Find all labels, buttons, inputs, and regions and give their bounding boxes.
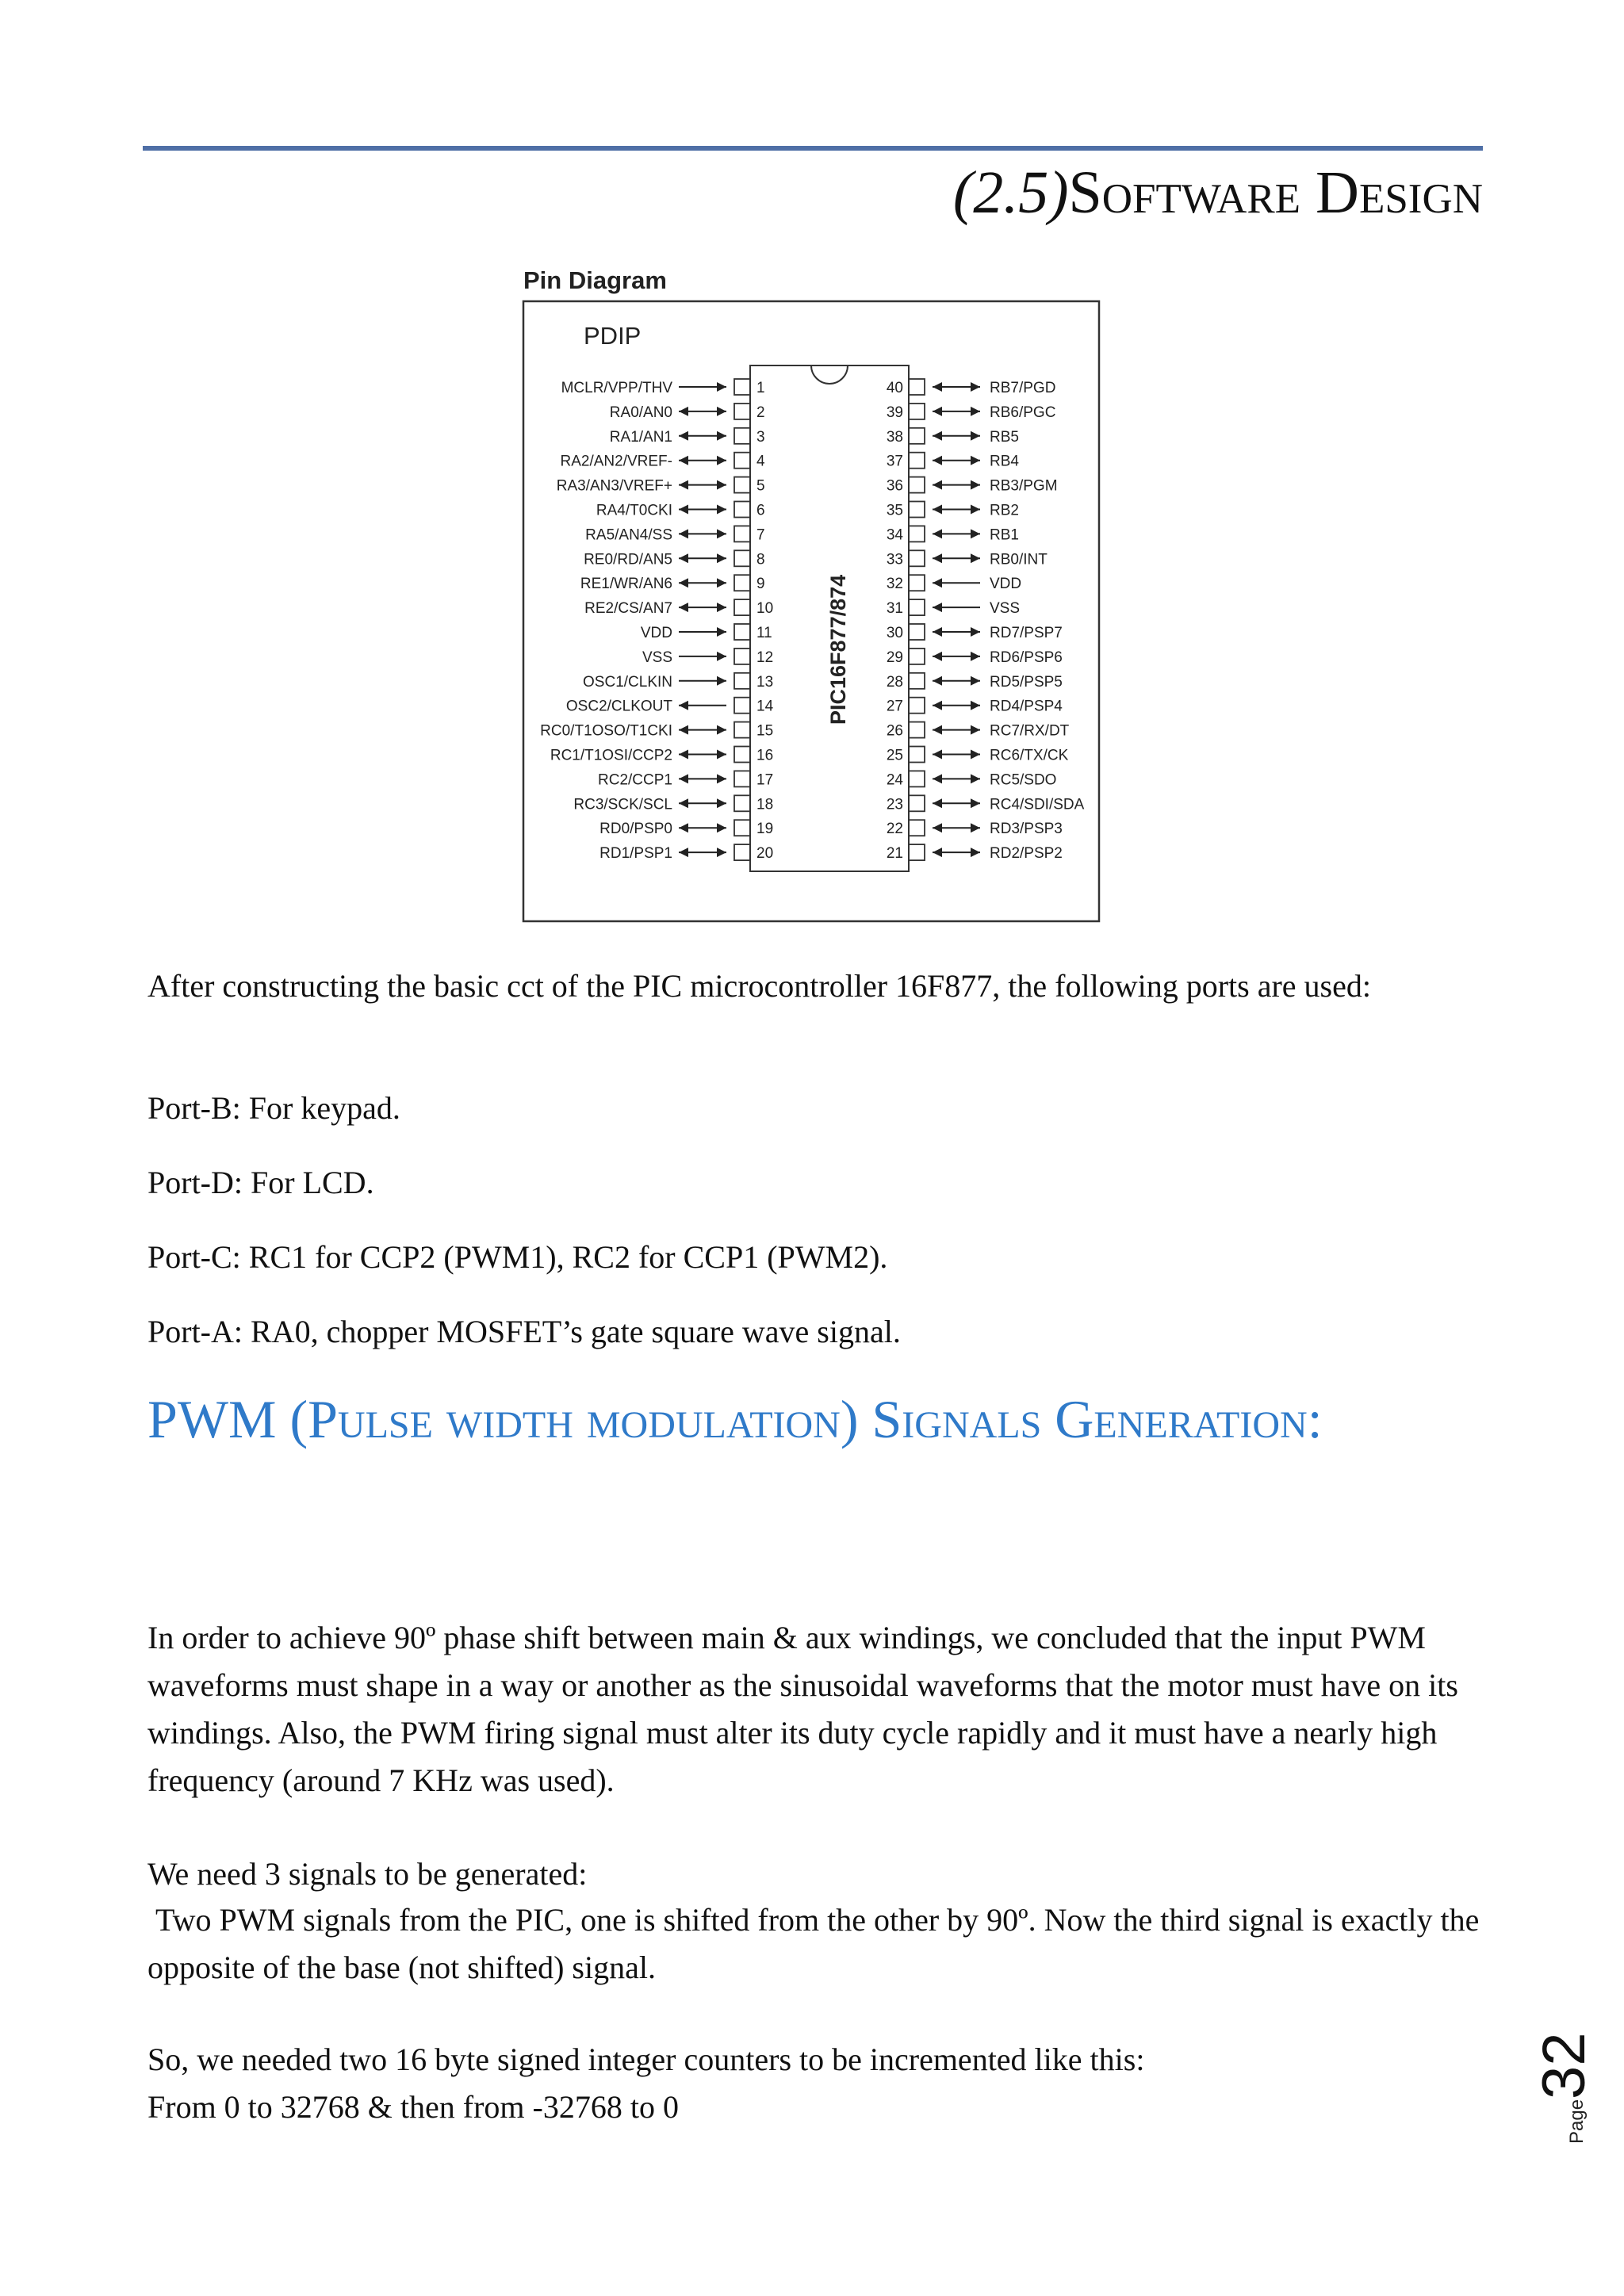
pin-arrowhead (679, 456, 688, 465)
pin-box (909, 771, 925, 786)
pin-arrowhead (679, 848, 688, 857)
pin-number: 32 (886, 576, 903, 593)
left-pin-row (642, 649, 773, 666)
pin-arrowhead (717, 578, 726, 587)
right-pin-row (887, 747, 1069, 764)
pin-number: 35 (886, 502, 903, 519)
port-d-line: Port-D: For LCD. (147, 1165, 374, 1200)
pin-number: 2 (756, 404, 765, 421)
pin-name: RC3/SCK/SCL (573, 796, 672, 813)
pin-name: RB4 (990, 453, 1019, 470)
pin-arrowhead (679, 774, 688, 783)
pin-arrowhead (717, 505, 726, 515)
pin-box (734, 820, 750, 836)
pin-box (909, 379, 925, 395)
pin-number: 36 (886, 477, 903, 495)
pin-arrowhead (933, 431, 942, 441)
pin-box (734, 453, 750, 469)
pin-name: RB6/PGC (990, 404, 1056, 421)
pin-number: 27 (886, 698, 903, 715)
pin-arrowhead (971, 848, 980, 857)
pin-name: RB1 (990, 526, 1019, 544)
pin-box (909, 599, 925, 615)
left-pin-row (557, 477, 765, 495)
pin-name: RC2/CCP1 (598, 771, 672, 789)
pin-arrowhead (717, 774, 726, 783)
pin-arrowhead (679, 529, 688, 538)
pin-arrowhead (933, 725, 942, 735)
right-pin-row (887, 820, 1063, 837)
pin-arrowhead (933, 456, 942, 465)
pin-arrowhead (679, 553, 688, 563)
pin-name: RB3/PGM (990, 477, 1058, 495)
pin-name: RE0/RD/AN5 (584, 551, 672, 568)
pin-arrowhead (679, 701, 688, 710)
signals-intro-line: We need 3 signals to be generated: (147, 1856, 588, 1892)
pin-arrowhead (717, 529, 726, 538)
pin-number: 6 (756, 502, 765, 519)
pin-arrowhead (717, 603, 726, 612)
pin-number: 31 (886, 600, 903, 618)
pin-name: RD6/PSP6 (990, 649, 1063, 666)
pin-number: 19 (756, 821, 774, 838)
pin-box (909, 575, 925, 591)
pin-arrowhead (717, 480, 726, 490)
pin-box (734, 747, 750, 763)
pin-arrowhead (717, 431, 726, 441)
pin-name: RA1/AN1 (609, 428, 672, 446)
pin-arrowhead (717, 627, 726, 637)
right-pin-row (887, 428, 1019, 446)
right-pin-row (887, 404, 1056, 421)
pin-box (734, 550, 750, 566)
counters-range-line: From 0 to 32768 & then from -32768 to 0 (147, 2089, 679, 2125)
section-heading: PWM (Pulse width modulation) Signals Generation: (147, 1389, 1323, 1449)
pin-arrowhead (933, 480, 942, 490)
pin-name: RD4/PSP4 (990, 698, 1063, 715)
pin-box (909, 502, 925, 518)
pin-arrowhead (971, 382, 980, 392)
right-pin-row (887, 453, 1020, 470)
pin-name: RD0/PSP0 (599, 821, 672, 838)
page-number (1530, 2006, 1598, 2149)
pin-number: 22 (886, 821, 903, 838)
pin-box (734, 428, 750, 444)
pin-arrowhead (971, 725, 980, 735)
pin-box (734, 698, 750, 714)
right-pin-row (887, 649, 1063, 666)
pin-number: 33 (886, 551, 903, 568)
left-pin-row (641, 624, 772, 641)
pin-box (909, 477, 925, 493)
pin-number: 24 (886, 771, 903, 789)
pin-box (909, 795, 925, 811)
pin-number: 4 (756, 453, 765, 470)
pin-arrowhead (933, 774, 942, 783)
left-pin-row (583, 673, 773, 691)
pin-name: OSC2/CLKOUT (565, 698, 672, 715)
pin-arrowhead (717, 750, 726, 760)
pin-box (734, 477, 750, 493)
pin-arrowhead (933, 848, 942, 857)
pin-arrowhead (971, 480, 980, 490)
pin-arrowhead (933, 652, 942, 661)
pin-box (909, 526, 925, 541)
pin-arrowhead (933, 553, 942, 563)
chip-notch (811, 365, 848, 384)
heading-title: Software Design (1068, 159, 1483, 226)
left-pin-row (561, 379, 765, 396)
pin-name: RD2/PSP2 (990, 845, 1063, 863)
right-pin-row (887, 844, 1063, 862)
pin-box (734, 404, 750, 419)
right-pin-row (887, 379, 1056, 396)
pin-name: RB2 (990, 502, 1019, 519)
pin-number: 10 (756, 600, 774, 618)
phase-shift-paragraph: In order to achieve 90º phase shift between main & aux windings, we concluded that the input PWM waveforms must shape in a way or another as the sinusoidal waveforms that the motor must have on its windings. Also, the PWM firing signal must alter its duty cycle rapidly and it must have a nearly high frequency (around 7 KHz was used). (147, 1620, 1458, 1798)
pin-arrowhead (933, 382, 942, 392)
left-pin-row (596, 502, 765, 519)
pin-number: 25 (886, 747, 903, 764)
pin-arrowhead (933, 603, 942, 612)
pin-arrowhead (717, 652, 726, 661)
pin-name: MCLR/VPP/THV (561, 380, 672, 396)
pin-name: RD5/PSP5 (990, 673, 1063, 691)
pin-box (909, 820, 925, 836)
page-heading (953, 159, 1483, 228)
right-pin-row (887, 698, 1063, 715)
left-pin-row (584, 599, 773, 617)
pin-name: RC7/RX/DT (990, 722, 1070, 740)
pin-name: RC0/T1OSO/T1CKI (540, 722, 672, 740)
page-number-figure (1530, 2006, 1598, 2149)
pin-diagram-figure (520, 260, 1107, 926)
pin-number: 12 (756, 649, 774, 666)
pin-number: 34 (886, 526, 903, 544)
left-pin-row (566, 698, 774, 715)
pin-diagram (520, 260, 1107, 930)
left-pin-column (540, 379, 773, 862)
pin-name: RA4/T0CKI (596, 502, 672, 519)
pin-name: VDD (640, 625, 672, 641)
right-pin-row (887, 795, 1085, 813)
pin-number: 29 (886, 649, 903, 666)
left-pin-row (584, 550, 765, 568)
pin-arrowhead (679, 750, 688, 760)
pin-arrowhead (933, 798, 942, 808)
pin-number: 14 (756, 698, 774, 715)
pin-arrowhead (679, 431, 688, 441)
pin-box (734, 722, 750, 738)
pin-name: VSS (642, 649, 672, 666)
pin-name: VDD (990, 576, 1022, 593)
pin-arrowhead (933, 578, 942, 587)
pin-arrowhead (717, 676, 726, 686)
pin-number: 9 (756, 576, 765, 593)
page-number-value: 32 (1530, 2032, 1598, 2099)
port-a-line: Port-A: RA0, chopper MOSFET’s gate square wave signal. (147, 1314, 901, 1349)
port-b-line: Port-B: For keypad. (147, 1090, 400, 1126)
pin-box (909, 649, 925, 664)
pin-number: 16 (756, 747, 774, 764)
pin-box (734, 673, 750, 689)
pin-arrowhead (933, 823, 942, 832)
left-pin-row (580, 575, 765, 592)
left-pin-row (599, 820, 773, 837)
pin-arrowhead (717, 456, 726, 465)
pin-arrowhead (717, 382, 726, 392)
left-pin-row (598, 771, 773, 788)
pin-arrowhead (971, 407, 980, 416)
pin-name: RC1/T1OSI/CCP2 (550, 747, 672, 764)
pin-arrowhead (933, 627, 942, 637)
pin-number: 8 (756, 551, 765, 568)
pin-arrowhead (679, 407, 688, 416)
pin-arrowhead (971, 750, 980, 760)
left-pin-row (550, 747, 773, 764)
right-pin-column (887, 379, 1085, 862)
pin-arrowhead (971, 505, 980, 515)
left-pin-row (573, 795, 773, 813)
pin-number: 40 (886, 380, 903, 396)
pin-name: RE1/WR/AN6 (580, 576, 672, 593)
pin-number: 26 (886, 722, 903, 740)
pin-arrowhead (971, 701, 980, 710)
pin-number: 28 (886, 673, 903, 691)
pin-arrowhead (717, 553, 726, 563)
pin-arrowhead (933, 505, 942, 515)
pin-box (734, 575, 750, 591)
pin-number: 20 (756, 845, 774, 863)
pin-arrowhead (679, 603, 688, 612)
right-pin-row (887, 673, 1063, 691)
left-pin-row (610, 404, 765, 421)
pin-box (734, 624, 750, 640)
pin-name: RB7/PGD (990, 380, 1056, 396)
pin-arrowhead (933, 750, 942, 760)
pin-name: RA2/AN2/VREF- (560, 453, 672, 470)
pin-arrowhead (971, 798, 980, 808)
right-pin-row (887, 771, 1057, 788)
pin-box (734, 379, 750, 395)
pin-name: RD1/PSP1 (599, 845, 672, 863)
right-pin-row (887, 526, 1019, 543)
right-pin-row (887, 550, 1048, 568)
pin-box (909, 698, 925, 714)
pin-box (734, 771, 750, 786)
pin-arrowhead (717, 848, 726, 857)
pin-number: 17 (756, 771, 774, 789)
pin-box (909, 550, 925, 566)
page-word: Page (1566, 2099, 1588, 2144)
pin-name: RD7/PSP7 (990, 625, 1063, 641)
pin-name: RC4/SDI/SDA (990, 796, 1085, 813)
header-rule (143, 146, 1483, 151)
right-pin-row (887, 624, 1063, 641)
pin-arrowhead (717, 725, 726, 735)
pin-box (734, 502, 750, 518)
left-pin-row (599, 844, 773, 862)
pin-number: 3 (756, 428, 765, 446)
pin-arrowhead (717, 798, 726, 808)
pin-box (734, 649, 750, 664)
pin-arrowhead (971, 553, 980, 563)
pin-arrowhead (971, 652, 980, 661)
pin-name: RE2/CS/AN7 (584, 600, 672, 618)
pin-arrowhead (679, 578, 688, 587)
pin-name: RB0/INT (990, 551, 1048, 568)
pin-arrowhead (971, 774, 980, 783)
counters-line: So, we needed two 16 byte signed integer counters to be incremented like this: (147, 2042, 1145, 2077)
pin-number: 39 (886, 404, 903, 421)
pin-arrowhead (679, 505, 688, 515)
right-pin-row (887, 502, 1019, 519)
right-pin-row (887, 575, 1021, 592)
right-pin-row (887, 722, 1070, 740)
pin-number: 1 (756, 380, 765, 396)
pin-name: RA0/AN0 (609, 404, 672, 421)
pin-box (734, 599, 750, 615)
pin-arrowhead (679, 725, 688, 735)
pin-name: OSC1/CLKIN (583, 673, 672, 691)
pin-number: 11 (756, 625, 772, 641)
package-label: PDIP (584, 322, 642, 350)
right-pin-row (887, 599, 1020, 617)
pin-arrowhead (717, 823, 726, 832)
pin-name: RC6/TX/CK (990, 747, 1069, 764)
pin-number: 18 (756, 796, 774, 813)
pin-number: 15 (756, 722, 774, 740)
chip-label: PIC16F877/874 (826, 574, 850, 725)
pin-number: 30 (886, 625, 903, 641)
intro-paragraph: After constructing the basic cct of the PIC microcontroller 16F877, the following ports are used: (147, 968, 1371, 1004)
pin-name: RA5/AN4/SS (585, 526, 672, 544)
pin-name: VSS (990, 600, 1021, 618)
pin-number: 21 (886, 845, 903, 863)
pin-box (909, 844, 925, 860)
pin-box (734, 844, 750, 860)
right-pin-row (887, 477, 1058, 495)
pin-arrowhead (933, 701, 942, 710)
pin-box (734, 795, 750, 811)
signals-description: Two PWM signals from the PIC, one is shifted from the other by 90º. Now the third signal is exactly the opposite of the base (not shifted) signal. (147, 1902, 1480, 1985)
heading-number: (2.5) (952, 159, 1069, 226)
pin-box (909, 624, 925, 640)
pin-box (909, 453, 925, 469)
pin-arrowhead (933, 676, 942, 686)
pin-number: 37 (886, 453, 903, 470)
pin-box (909, 747, 925, 763)
pin-name: RA3/AN3/VREF+ (556, 477, 672, 495)
pin-arrowhead (717, 407, 726, 416)
pin-number: 23 (886, 796, 903, 813)
pin-diagram-title: Pin Diagram (523, 266, 667, 294)
pin-box (734, 526, 750, 541)
left-pin-row (540, 722, 773, 740)
pin-arrowhead (971, 676, 980, 686)
pin-arrowhead (679, 798, 688, 808)
port-c-line: Port-C: RC1 for CCP2 (PWM1), RC2 for CCP1 (PWM2). (147, 1239, 888, 1275)
pin-arrowhead (971, 529, 980, 538)
pin-number: 5 (756, 477, 765, 495)
pin-arrowhead (971, 627, 980, 637)
pin-arrowhead (679, 480, 688, 490)
pin-arrowhead (971, 823, 980, 832)
pin-name: RB5 (990, 428, 1019, 446)
pin-number: 7 (756, 526, 765, 544)
left-pin-row (610, 428, 765, 446)
pin-name: RC5/SDO (990, 771, 1057, 789)
pin-box (909, 722, 925, 738)
pin-number: 13 (756, 673, 774, 691)
pin-box (909, 404, 925, 419)
pin-box (909, 673, 925, 689)
pin-arrowhead (971, 456, 980, 465)
pin-arrowhead (933, 407, 942, 416)
left-pin-row (585, 526, 764, 543)
pin-arrowhead (679, 823, 688, 832)
pin-arrowhead (933, 529, 942, 538)
pin-arrowhead (971, 431, 980, 441)
pin-number: 38 (886, 428, 903, 446)
pin-name: RD3/PSP3 (990, 821, 1063, 838)
pin-box (909, 428, 925, 444)
left-pin-row (561, 453, 765, 470)
